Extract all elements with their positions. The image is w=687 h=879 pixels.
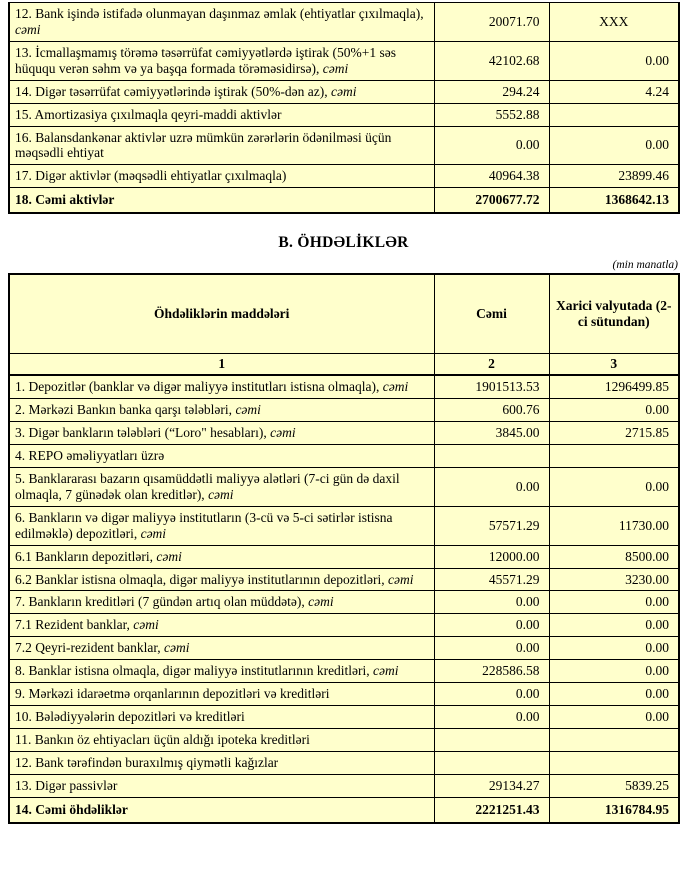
row-label-cell [9, 103, 434, 126]
cemi-value-cell: 40964.38 [434, 165, 549, 188]
row-label: 3. Digər bankların tələbləri (“Loro" hesabları), [15, 425, 271, 441]
table-row [9, 683, 679, 706]
row-label-cell [9, 3, 434, 42]
row-label-italic-suffix: cəmi [208, 486, 234, 502]
cemi-value-cell [434, 751, 549, 774]
cemi-value-cell: 0.00 [434, 126, 549, 165]
xarici-value-cell: 1368642.13 [549, 188, 679, 213]
table-row [9, 660, 679, 683]
section-title: B. ÖHDƏLİKLƏR [278, 234, 409, 252]
assets-table-body [9, 3, 679, 214]
row-label: 14. Cəmi öhdəliklər [15, 801, 128, 817]
column-number-row [9, 354, 679, 376]
cemi-value-cell: 42102.68 [434, 41, 549, 80]
row-label: 1. Depozitlər (banklar və digər maliyyə institutları istisna olmaqla), [15, 379, 383, 395]
table-row [9, 637, 679, 660]
table-row [9, 568, 679, 591]
row-label-cell [9, 728, 434, 751]
assets-table [8, 2, 680, 214]
cemi-value-cell: 2700677.72 [434, 188, 549, 213]
xarici-value-cell: 3230.00 [549, 568, 679, 591]
column-number-1: 1 [9, 354, 434, 376]
row-label-cell [9, 591, 434, 614]
row-label-cell [9, 797, 434, 822]
row-label: 7. Bankların kreditləri (7 gündən artıq olan müddətə), [15, 594, 309, 610]
cemi-value-cell: 228586.58 [434, 660, 549, 683]
row-label: 7.1 Rezident banklar, [15, 617, 134, 633]
row-label: 12. Bank tərəfindən buraxılmış qiymətli kağızlar [15, 754, 279, 770]
row-label: 7.2 Qeyri-rezident banklar, [15, 640, 165, 656]
table-row [9, 728, 679, 751]
xarici-value-cell: 8500.00 [549, 545, 679, 568]
row-label: 5. Banklararası bazarın qısamüddətli maliyyə alətləri (7-ci gün də daxil olmaqla, 7 günədək olan kreditlər), [15, 470, 400, 502]
xarici-value-cell: 0.00 [549, 591, 679, 614]
row-label-italic-suffix: cəmi [140, 525, 167, 541]
row-label-italic-suffix: cəmi [382, 379, 409, 395]
xarici-value-cell [549, 103, 679, 126]
cemi-value-cell: 0.00 [434, 683, 549, 706]
xarici-value-cell: 5839.25 [549, 774, 679, 797]
row-label-italic-suffix: cəmi [270, 425, 296, 441]
row-label-cell [9, 41, 434, 80]
row-label: 13. İcmallaşmamış törəmə təsərrüfat cəmiyyətlərdə iştirak (50%+1 səs hüququ verən səhm və ya başqa formada törəməsidirsə), [15, 44, 396, 76]
cemi-value-cell: 0.00 [434, 706, 549, 729]
cemi-value-cell: 0.00 [434, 614, 549, 637]
row-label-cell [9, 774, 434, 797]
header-items-column: Öhdəliklərin maddələri [9, 274, 434, 354]
cemi-value-cell: 5552.88 [434, 103, 549, 126]
row-label-cell [9, 683, 434, 706]
row-label: 15. Amortizasiya çıxılmaqla qeyri-maddi aktivlər [15, 106, 282, 122]
cemi-value-cell: 1901513.53 [434, 375, 549, 398]
xarici-value-cell: 0.00 [549, 683, 679, 706]
row-label-italic-suffix: cəmi [373, 663, 399, 679]
unit-note: (min manatla) [612, 259, 678, 272]
table-row [9, 375, 679, 398]
row-label-cell [9, 444, 434, 467]
row-label-italic-suffix: cəmi [15, 21, 41, 37]
balance-sheet-page [0, 2, 687, 879]
row-label-cell [9, 614, 434, 637]
liabilities-table [8, 273, 680, 823]
xarici-value-cell: 23899.46 [549, 165, 679, 188]
row-label: 18. Cəmi aktivlər [15, 192, 115, 208]
row-label-italic-suffix: cəmi [388, 571, 414, 587]
row-label-cell [9, 637, 434, 660]
cemi-value-cell: 12000.00 [434, 545, 549, 568]
xarici-value-cell [549, 728, 679, 751]
row-label: 11. Bankın öz ehtiyacları üçün aldığı ipoteka kreditləri [15, 731, 310, 747]
xarici-value-cell: 0.00 [549, 706, 679, 729]
xarici-value-cell: 0.00 [549, 660, 679, 683]
xarici-value-cell: 0.00 [549, 41, 679, 80]
xarici-value-cell: 11730.00 [549, 506, 679, 545]
table-row [9, 614, 679, 637]
table-row [9, 41, 679, 80]
row-label: 8. Banklar istisna olmaqla, digər maliyyə institutlarının kreditləri, [15, 663, 374, 679]
row-label: 13. Digər passivlər [15, 777, 118, 793]
row-label: 9. Mərkəzi idarəetmə orqanlarının depozitləri və kreditləri [15, 686, 330, 702]
row-label-italic-suffix: cəmi [308, 594, 334, 610]
table-row [9, 774, 679, 797]
table-row [9, 3, 679, 42]
table-row [9, 467, 679, 506]
cemi-value-cell: 2221251.43 [434, 797, 549, 822]
cemi-value-cell: 0.00 [434, 467, 549, 506]
row-label: 12. Bank işində istifadə olunmayan daşınmaz əmlak (ehtiyatlar çıxılmaqla), [15, 6, 424, 21]
table-row [9, 422, 679, 445]
row-label: 16. Balansdankənar aktivlər uzrə mümkün zərərlərin ödənilməsi üçün məqsədli ehtiyat [15, 129, 392, 161]
table-row [9, 399, 679, 422]
column-number-2: 2 [434, 354, 549, 376]
row-label-cell [9, 165, 434, 188]
xarici-value-cell [549, 444, 679, 467]
row-label-cell [9, 545, 434, 568]
table-row [9, 797, 679, 822]
xarici-value-cell: 0.00 [549, 637, 679, 660]
row-label: 4. REPO əməliyyatları üzrə [15, 447, 165, 463]
row-label-cell [9, 660, 434, 683]
table-row [9, 545, 679, 568]
row-label-cell [9, 126, 434, 165]
row-label-cell [9, 568, 434, 591]
row-label: 10. Bələdiyyələrin depozitləri və kreditləri [15, 709, 245, 725]
row-label-italic-suffix: cəmi [235, 402, 261, 418]
row-label-cell [9, 80, 434, 103]
cemi-value-cell [434, 728, 549, 751]
table-row [9, 103, 679, 126]
table-row [9, 506, 679, 545]
table-row [9, 591, 679, 614]
xarici-value-cell: 0.00 [549, 467, 679, 506]
row-label-italic-suffix: cəmi [156, 548, 182, 564]
xarici-value-cell: XXX [549, 3, 679, 42]
header-cemi-column: Cəmi [434, 274, 549, 354]
row-label-cell [9, 506, 434, 545]
header-xarici-column: Xarici valyutada (2-ci sütundan) [549, 274, 679, 354]
table-row [9, 188, 679, 213]
header-row [9, 274, 679, 354]
table-row [9, 80, 679, 103]
cemi-value-cell: 600.76 [434, 399, 549, 422]
cemi-value-cell: 29134.27 [434, 774, 549, 797]
row-label: 17. Digər aktivlər (məqsədli ehtiyatlar çıxılmaqla) [15, 168, 287, 184]
table-row [9, 444, 679, 467]
row-label-italic-suffix: cəmi [322, 60, 349, 76]
cemi-value-cell: 57571.29 [434, 506, 549, 545]
cemi-value-cell: 294.24 [434, 80, 549, 103]
row-label-italic-suffix: cəmi [164, 640, 190, 656]
row-label: 2. Mərkəzi Bankın banka qarşı tələbləri, [15, 402, 236, 418]
table-row [9, 165, 679, 188]
liabilities-table-body [9, 375, 679, 822]
row-label: 14. Digər təsərrüfat cəmiyyətlərində iştirak (50%-dən az), [15, 83, 331, 99]
cemi-value-cell: 0.00 [434, 591, 549, 614]
row-label-italic-suffix: cəmi [331, 83, 357, 99]
table-row [9, 706, 679, 729]
row-label: 6.1 Bankların depozitləri, [15, 548, 157, 564]
row-label: 6.2 Banklar istisna olmaqla, digər maliyyə institutlarının depozitləri, [15, 571, 389, 587]
table-row [9, 751, 679, 774]
xarici-value-cell: 0.00 [549, 614, 679, 637]
row-label-cell [9, 751, 434, 774]
table-row [9, 126, 679, 165]
row-label-cell [9, 422, 434, 445]
xarici-value-cell: 1316784.95 [549, 797, 679, 822]
cemi-value-cell: 3845.00 [434, 422, 549, 445]
xarici-value-cell: 4.24 [549, 80, 679, 103]
xarici-value-cell: 0.00 [549, 399, 679, 422]
xarici-value-cell: 0.00 [549, 126, 679, 165]
cemi-value-cell [434, 444, 549, 467]
row-label-cell [9, 188, 434, 213]
cemi-value-cell: 0.00 [434, 637, 549, 660]
liabilities-table-header [9, 274, 679, 375]
row-label-italic-suffix: cəmi [133, 617, 159, 633]
xarici-value-cell: 1296499.85 [549, 375, 679, 398]
column-number-3: 3 [549, 354, 679, 376]
xarici-value-cell: 2715.85 [549, 422, 679, 445]
cemi-value-cell: 45571.29 [434, 568, 549, 591]
row-label-cell [9, 399, 434, 422]
xarici-value-cell [549, 751, 679, 774]
row-label-cell [9, 467, 434, 506]
row-label: 6. Bankların və digər maliyyə institutların (3-cü və 5-ci sətirlər istisna edilməklə) depozitləri, [15, 509, 393, 541]
row-label-cell [9, 375, 434, 398]
cemi-value-cell: 20071.70 [434, 3, 549, 42]
row-label-cell [9, 706, 434, 729]
